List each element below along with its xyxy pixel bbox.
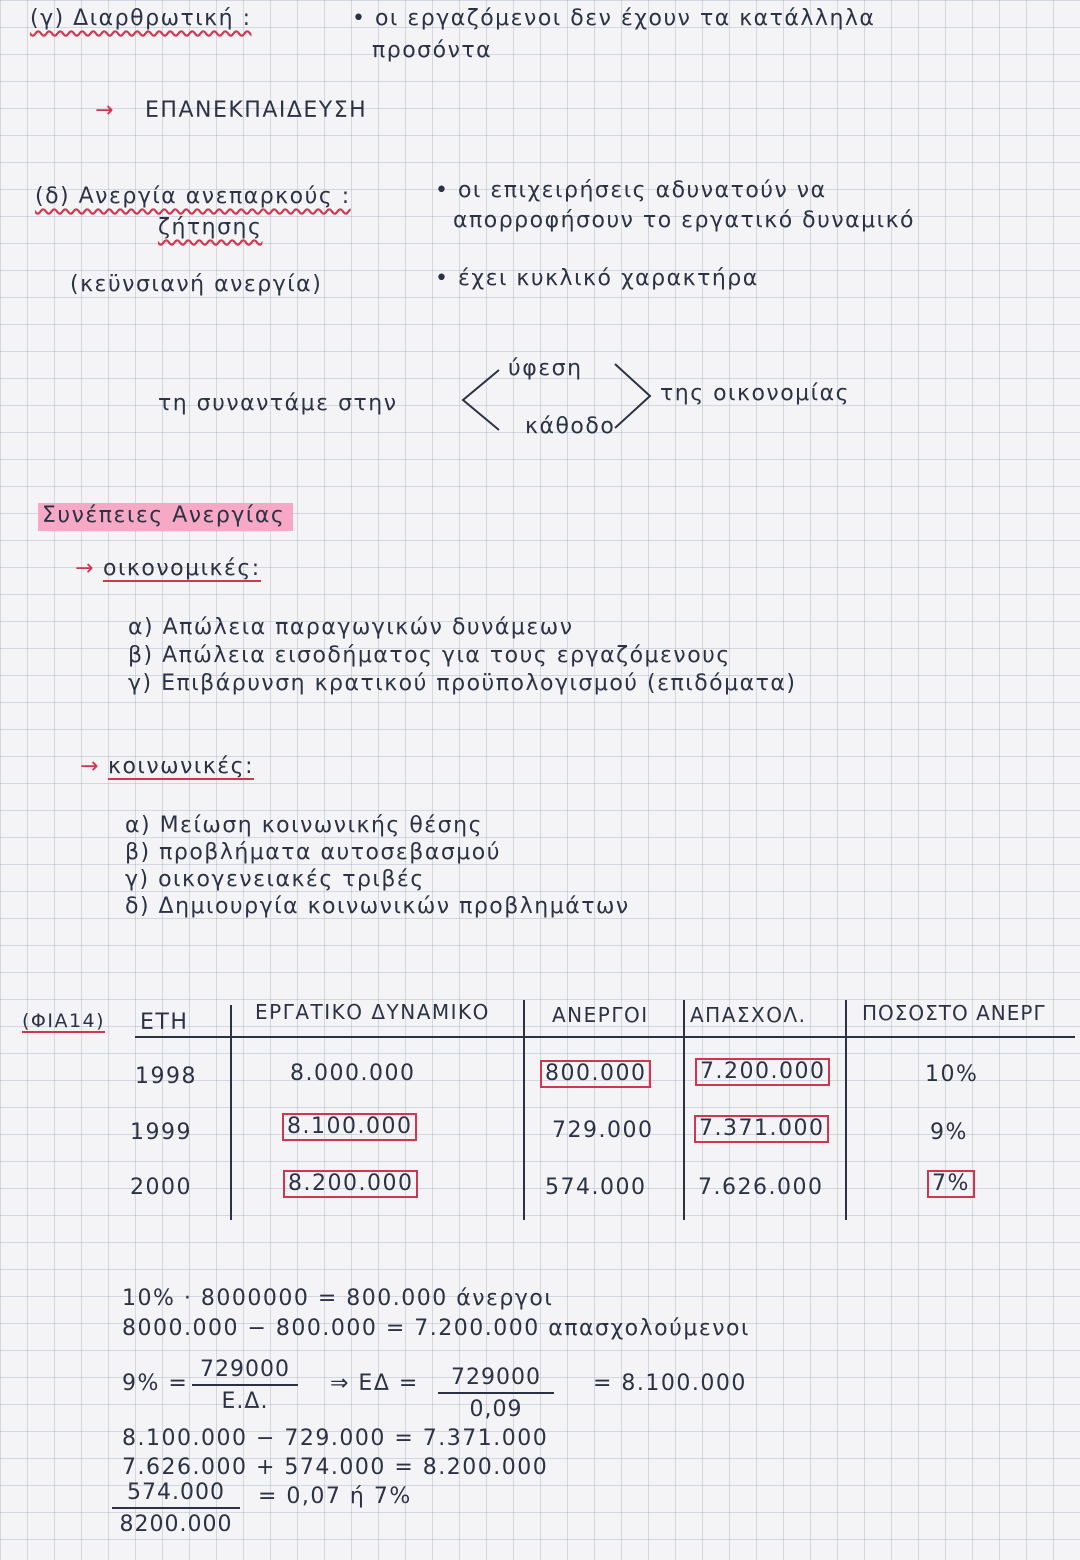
fraction-3-denominator: 8200.000 (119, 1512, 233, 1537)
calc-line-5: 7.626.000 + 574.000 = 8.200.000 (122, 1455, 549, 1480)
meet-suffix: της οικονομίας (660, 381, 851, 406)
calc-line-4: 8.100.000 − 729.000 = 7.371.000 (122, 1426, 549, 1451)
table-cell-year: 2000 (130, 1175, 192, 1200)
table-header: ΑΠΑΣΧΟΛ. (690, 1003, 807, 1027)
social-item: α) Μείωση κοινωνικής θέσης (125, 813, 483, 838)
table-cell-labor: 8.100.000 (282, 1113, 417, 1141)
table-cell-employed: 7.371.000 (694, 1115, 829, 1143)
fraction-3-numerator: 574.000 (112, 1480, 240, 1509)
economic-item: β) Απώλεια εισοδήματος για τους εργαζόμενους (128, 643, 731, 668)
social-item: γ) οικογενειακές τριβές (125, 867, 425, 892)
fraction-2 (438, 1365, 554, 1422)
brace-top: ύφεση (508, 356, 583, 381)
table-header: ΠΟΣΟΣΤΟ ΑΝΕΡΓ (862, 1001, 1046, 1025)
calc-line-6: = 0,07 ή 7% (258, 1484, 412, 1509)
fraction-1 (192, 1357, 298, 1414)
table-cell-rate: 10% (925, 1062, 979, 1087)
arrow-icon: → (95, 98, 115, 123)
fraction-1-numerator: 729000 (192, 1357, 298, 1386)
fraction-2-numerator: 729000 (438, 1365, 554, 1394)
table-cell-year: 1999 (130, 1120, 192, 1145)
type-d-label-cont: ζήτησης (158, 215, 263, 240)
table-cell-year: 1998 (135, 1064, 197, 1089)
table-cell-unemployed: 729.000 (552, 1118, 654, 1143)
table-cell-rate: 9% (930, 1120, 968, 1145)
brace-bottom: κάθοδο (525, 414, 616, 439)
calc-line-1: 10% · 8000000 = 800.000 άνεργοι (122, 1286, 554, 1311)
type-d-label: (δ) Ανεργία ανεπαρκούς : (35, 184, 351, 209)
calc-line-2: 8000.000 − 800.000 = 7.200.000 απασχολούμενοι (122, 1316, 750, 1341)
arrow-icon: → (75, 556, 95, 581)
social-item: β) προβλήματα αυτοσεβασμού (125, 840, 501, 865)
type-d-bullet-2: • έχει κυκλικό χαρακτήρα (435, 266, 759, 291)
type-c-bullet-cont: προσόντα (372, 38, 493, 63)
type-d-bullet-1-cont: απορροφήσουν το εργατικό δυναμικό (453, 208, 915, 233)
calc-pct9: 9% = (122, 1371, 189, 1396)
retraining-text: ΕΠΑΝΕΚΠΑΙΔΕΥΣΗ (145, 98, 368, 123)
table-cell-unemployed: 574.000 (545, 1175, 647, 1200)
keynesian-label: (κεϋνσιανή ανεργία) (70, 272, 323, 297)
table-cell-labor: 8.200.000 (283, 1170, 418, 1198)
table-side-label: (ΦΙΑ14) (22, 1010, 106, 1032)
table-cell-employed: 7.626.000 (698, 1175, 824, 1200)
type-d-bullet-1: • οι επιχειρήσεις αδυνατούν να (435, 178, 827, 203)
social-item: δ) Δημιουργία κοινωνικών προβλημάτων (125, 894, 630, 919)
consequences-title: Συνέπειες Ανεργίας (38, 503, 293, 531)
meet-prefix: τη συναντάμε στην (158, 391, 398, 416)
calc-implies: ⇒ ΕΔ = (330, 1371, 419, 1396)
fraction-3 (112, 1480, 240, 1537)
fraction-2-denominator: 0,09 (469, 1397, 523, 1422)
table-cell-unemployed: 800.000 (540, 1060, 651, 1088)
economic-item: α) Απώλεια παραγωγικών δυνάμεων (128, 615, 574, 640)
table-cell-employed: 7.200.000 (695, 1058, 830, 1086)
table-header: ΑΝΕΡΓΟΙ (552, 1003, 649, 1027)
calc-result: = 8.100.000 (593, 1371, 747, 1396)
economic-header: οικονομικές: (103, 556, 261, 581)
table-cell-labor: 8.000.000 (290, 1061, 416, 1086)
arrow-icon: → (80, 754, 100, 779)
fraction-1-denominator: Ε.Δ. (221, 1389, 269, 1414)
type-c-bullet: • οι εργαζόμενοι δεν έχουν τα κατάλληλα (352, 6, 876, 31)
table-header: ΕΡΓΑΤΙΚΟ ΔΥΝΑΜΙΚΟ (255, 1000, 490, 1024)
table-header: ΕΤΗ (140, 1010, 189, 1035)
type-c-label: (γ) Διαρθρωτική : (30, 6, 252, 31)
table-cell-rate: 7% (927, 1170, 975, 1198)
economic-item: γ) Επιβάρυνση κρατικού προϋπολογισμού (επιδόματα) (128, 671, 797, 696)
social-header: κοινωνικές: (108, 754, 254, 779)
